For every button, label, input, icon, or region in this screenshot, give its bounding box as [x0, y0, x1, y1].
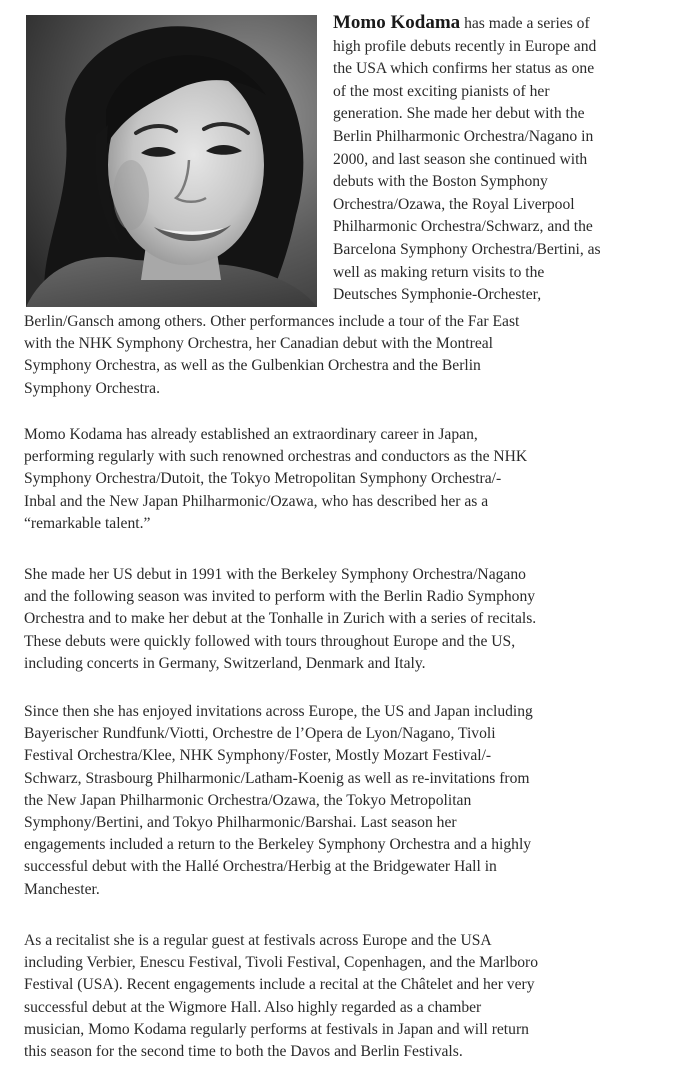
paragraph-line: Schwarz, Strasbourg Philharmonic/Latham-Koenig as well as re-invitations from	[24, 769, 530, 787]
intro-line: Philharmonic Orchestra/Schwarz, and the	[333, 218, 593, 236]
paragraph-line: Festival (USA). Recent engagements include a recital at the Châtelet and her very	[24, 976, 535, 994]
paragraph-line: the New Japan Philharmonic Orchestra/Ozawa, the Tokyo Metropolitan	[24, 791, 472, 809]
intro-line: 2000, and last season she continued with	[333, 150, 588, 168]
paragraph-line: including Verbier, Enescu Festival, Tivoli Festival, Copenhagen, and the Marlboro	[24, 954, 539, 972]
paragraph-line: Since then she has enjoyed invitations across Europe, the US and Japan including	[24, 703, 533, 720]
paragraph-line: with the NHK Symphony Orchestra, her Canadian debut with the Montreal	[24, 335, 494, 353]
paragraph-line: musician, Momo Kodama regularly performs at festivals in Japan and will return	[24, 1020, 529, 1038]
paragraph-line: this season for the second time to both the Davos and Berlin Festivals.	[24, 1043, 463, 1061]
intro-line: debuts with the Boston Symphony	[333, 173, 548, 191]
intro-first-line: Momo Kodama has made a series of	[333, 12, 590, 33]
paragraph-career-overview	[24, 311, 684, 400]
intro-line: Berlin Philharmonic Orchestra/Nagano in	[333, 127, 594, 145]
paragraph-line: Symphony Orchestra, as well as the Gulbenkian Orchestra and the Berlin	[24, 357, 481, 375]
paragraph-line: Symphony Orchestra/Dutoit, the Tokyo Metropolitan Symphony Orchestra/-	[24, 470, 502, 488]
paragraph-line: “remarkable talent.”	[24, 514, 151, 532]
intro-line: Orchestra/Ozawa, the Royal Liverpool	[333, 195, 575, 213]
paragraph-line: Symphony/Bertini, and Tokyo Philharmonic/Barshai. Last season her	[24, 814, 457, 832]
paragraph-line: Berlin/Gansch among others. Other performances include a tour of the Far East	[24, 313, 520, 330]
intro-text	[333, 12, 678, 307]
paragraph-line: Orchestra and to make her debut at the Tonhalle in Zurich with a series of recitals.	[24, 610, 537, 628]
intro-line: well as making return visits to the	[333, 263, 545, 281]
paragraph-line: Festival Orchestra/Klee, NHK Symphony/Foster, Mostly Mozart Festival/-	[24, 747, 492, 765]
paragraph-line: Symphony Orchestra.	[24, 379, 160, 397]
paragraph-line: and the following season was invited to perform with the Berlin Radio Symphony	[24, 588, 536, 606]
paragraph-invitations	[24, 701, 684, 901]
intro-line: Deutsches Symphonie-Orchester,	[333, 286, 542, 304]
paragraph-line: Bayerischer Rundfunk/Viotti, Orchestre de l’Opera de Lyon/Nagano, Tivoli	[24, 725, 496, 743]
paragraph-line: These debuts were quickly followed with tours throughout Europe and the US,	[24, 632, 516, 650]
paragraph-line: performing regularly with such renowned orchestras and conductors as the NHK	[24, 448, 528, 466]
paragraph-line: Manchester.	[24, 880, 100, 898]
artist-name: Momo Kodama	[333, 12, 461, 33]
intro-line: high profile debuts recently in Europe and	[333, 37, 597, 55]
paragraph-line: successful debut with the Hallé Orchestra/Herbig at the Bridgewater Hall in	[24, 858, 497, 876]
paragraph-line: She made her US debut in 1991 with the Berkeley Symphony Orchestra/Nagano	[24, 566, 526, 583]
paragraph-japan-career	[24, 424, 684, 535]
paragraph-recitalist	[24, 930, 684, 1063]
paragraph-line: including concerts in Germany, Switzerland, Denmark and Italy.	[24, 654, 426, 672]
portrait-photo-icon	[26, 15, 317, 307]
intro-line: Barcelona Symphony Orchestra/Bertini, as	[333, 240, 601, 258]
paragraph-line: Inbal and the New Japan Philharmonic/Ozawa, who has described her as a	[24, 492, 489, 510]
paragraph-us-debut	[24, 564, 684, 675]
paragraph-line: Momo Kodama has already established an extraordinary career in Japan,	[24, 426, 478, 443]
portrait-photo	[26, 15, 317, 307]
intro-line: generation. She made her debut with the	[333, 105, 585, 123]
intro-line: the USA which confirms her status as one	[333, 60, 595, 78]
paragraph-line: As a recitalist she is a regular guest at festivals across Europe and the USA	[24, 932, 492, 949]
paragraph-line: engagements included a return to the Berkeley Symphony Orchestra and a highly	[24, 836, 532, 854]
paragraph-line: successful debut at the Wigmore Hall. Also highly regarded as a chamber	[24, 998, 482, 1016]
intro-line: of the most exciting pianists of her	[333, 82, 550, 100]
